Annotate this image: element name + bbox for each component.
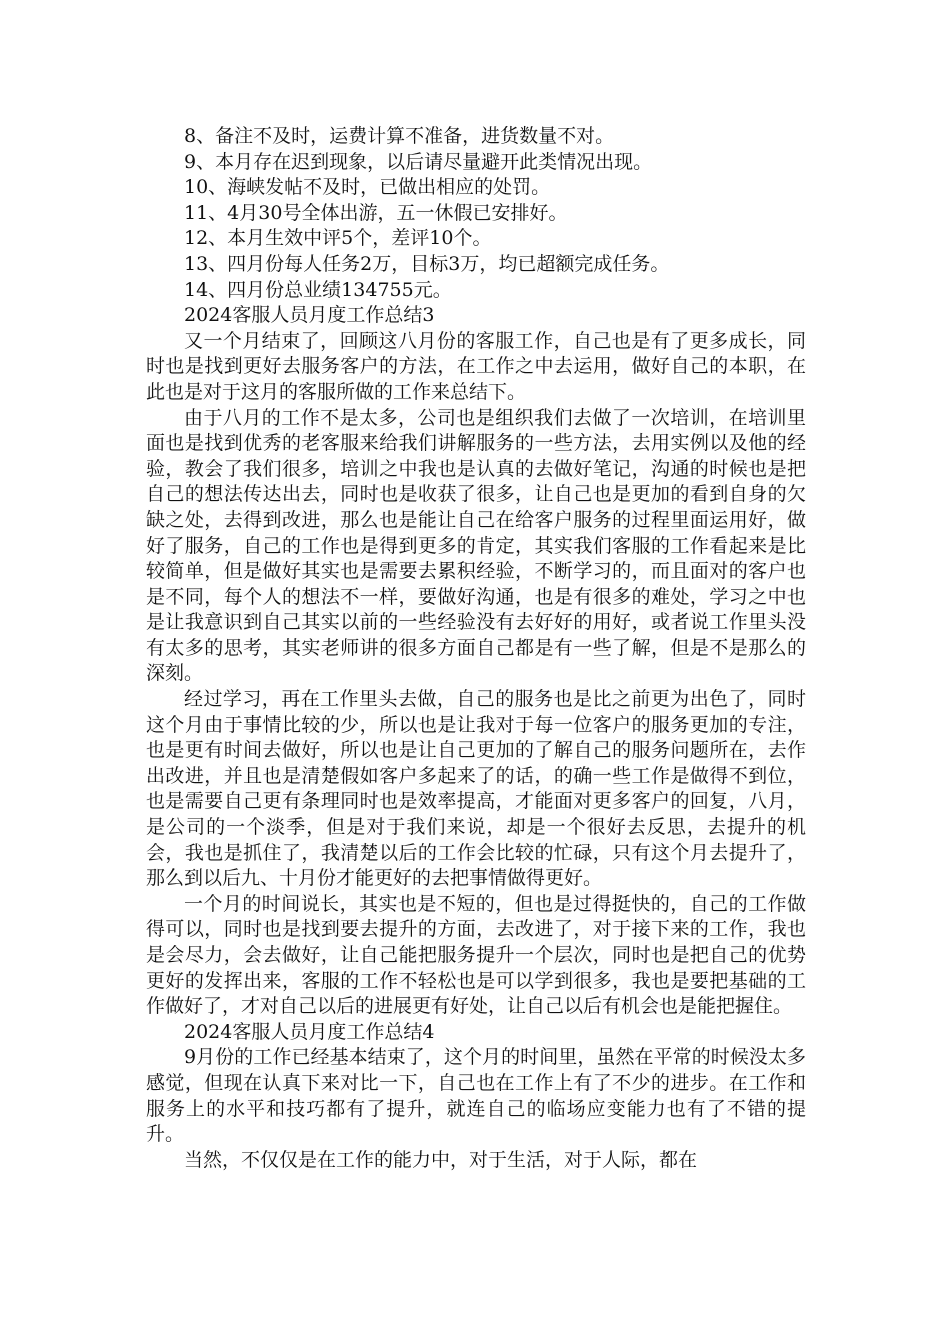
paragraph: 一个月的时间说长，其实也是不短的，但也是过得挺快的，自己的工作做得可以，同时也是找到要去提升的方面，去改进了，对于接下来的工作，我也是会尽力，会去做好，让自己能把服务提升一个层次，同时也是把自己的优势更好的发挥出来，客服的工作不轻松也是可以学到很多，我也是要把基础的工作做好了，才对自己以后的进展更有好处，让自己以后有机会也是能把握住。 bbox=[146, 892, 806, 1018]
section-heading: 2024客服人员月度工作总结4 bbox=[184, 1020, 435, 1043]
list-item: 13、四月份每人任务2万，目标3万，均已超额完成任务。 bbox=[184, 252, 670, 275]
list-item: 8、备注不及时，运费计算不准备，进货数量不对。 bbox=[184, 125, 615, 147]
document-page bbox=[146, 124, 806, 1173]
section-heading: 2024客服人员月度工作总结3 bbox=[184, 304, 435, 327]
list-item: 14、四月份总业绩134755元。 bbox=[184, 278, 452, 301]
paragraph: 经过学习，再在工作里头去做，自己的服务也是比之前更为出色了，同时这个月由于事情比较的少，所以也是让我对于每一位客户的服务更加的专注，也是更有时间去做好，所以也是让自己更加的了解自己的服务问题所在，去作出改进，并且也是清楚假如客户多起来了的话，的确一些工作是做得不到位，也是需要自己更有条理同时也是效率提高，才能面对更多客户的回复，八月，是公司的一个淡季，但是对于我们来说，却是一个很好去反思，去提升的机会，我也是抓住了，我清楚以后的工作会比较的忙碌，只有这个月去提升了，那么到以后九、十月份才能更好的去把事情做得更好。 bbox=[146, 688, 806, 890]
paragraph: 由于八月的工作不是太多，公司也是组织我们去做了一次培训，在培训里面也是找到优秀的老客服来给我们讲解服务的一些方法，去用实例以及他的经验，教会了我们很多，培训之中我也是认真的去做好笔记，沟通的时候也是把自己的想法传达出去，同时也是收获了很多，让自己也是更加的看到自身的欠缺之处，去得到改进，那么也是能让自己在给客户服务的过程里面运用好，做好了服务，自己的工作也是得到更多的肯定，其实我们客服的工作看起来是比较简单，但是做好其实也是需要去累积经验，不断学习的，而且面对的客户也是不同，每个人的想法不一样，要做好沟通，也是有很多的难处，学习之中也是让我意识到自己其实以前的一些经验没有去好好的用好，或者说工作里头没有太多的思考，其实老师讲的很多方面自己都是有一些了解，但是不是那么的深刻。 bbox=[146, 406, 806, 685]
list-item: 9、本月存在迟到现象，以后请尽量避开此类情况出现。 bbox=[184, 150, 653, 173]
paragraph: 当然，不仅仅是在工作的能力中，对于生活，对于人际，都在 bbox=[184, 1148, 698, 1171]
list-item: 11、4月30号全体出游，五一休假已安排好。 bbox=[184, 201, 568, 224]
paragraph: 又一个月结束了，回顾这八月份的客服工作，自己也是有了更多成长，同时也是找到更好去服务客户的方法，在工作之中去运用，做好自己的本职，在此也是对于这月的客服所做的工作来总结下。 bbox=[146, 329, 806, 403]
list-item: 10、海峡发帖不及时，已做出相应的处罚。 bbox=[184, 176, 551, 199]
list-item: 12、本月生效中评5个，差评10个。 bbox=[184, 227, 492, 250]
paragraph: 9月份的工作已经基本结束了，这个月的时间里，虽然在平常的时候没太多感觉，但现在认真下来对比一下，自己也在工作上有了不少的进步。在工作和服务上的水平和技巧都有了提升，就连自己的临场应变能力也有了不错的提升。 bbox=[146, 1046, 806, 1146]
